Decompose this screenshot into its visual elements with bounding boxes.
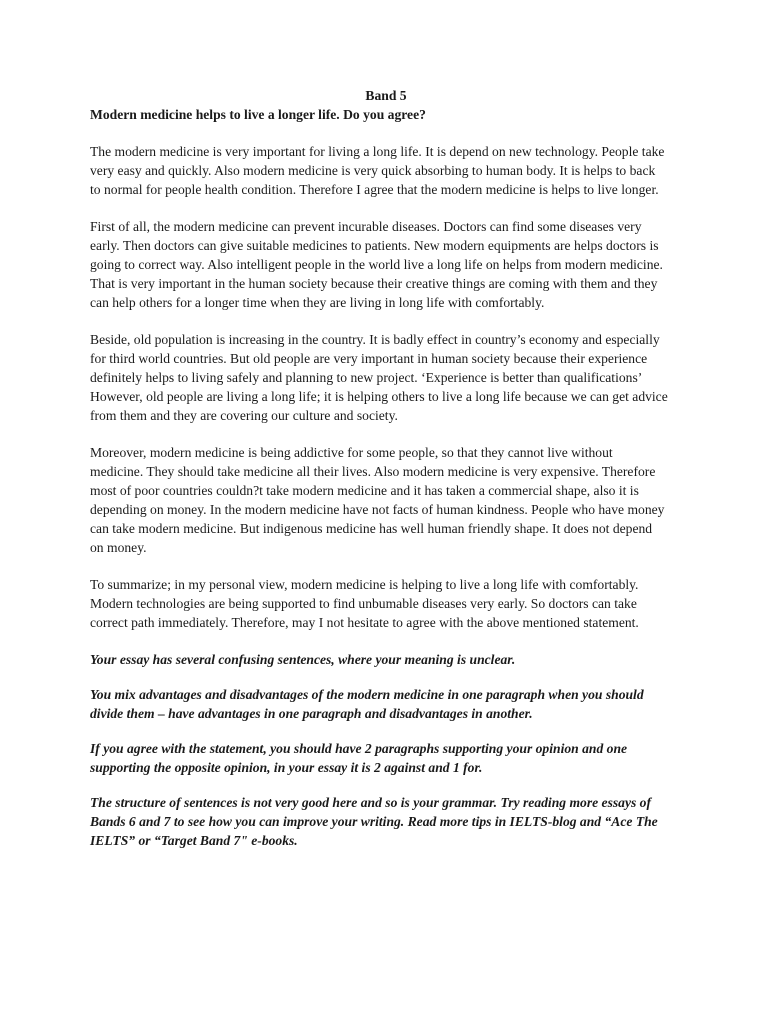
text-line: That is very important in the human society because their creative things are coming with them and they bbox=[90, 276, 658, 291]
text-line: Bands 6 and 7 to see how you can improve your writing. Read more tips in IELTS-blog and “Ace The bbox=[90, 814, 658, 829]
text-line: most of poor countries couldn?t take modern medicine and it has taken a commercial shape, also it is bbox=[90, 483, 639, 498]
document-body bbox=[90, 86, 682, 866]
text-line: going to correct way. Also intelligent people in the world live a long life on helps from modern medicine. bbox=[90, 257, 663, 272]
text-line: can help others for a longer time when they are living in long life with comfortably. bbox=[90, 295, 545, 310]
feedback-comment bbox=[90, 685, 682, 723]
band-heading: Band 5 bbox=[365, 88, 407, 103]
text-line: very easy and quickly. Also modern medicine is very quick absorbing to human body. It is helps to back bbox=[90, 163, 656, 178]
text-line: If you agree with the statement, you should have 2 paragraphs supporting your opinion and one bbox=[90, 741, 628, 756]
essay-question: Modern medicine helps to live a longer life. Do you agree? bbox=[90, 107, 426, 122]
text-line: divide them – have advantages in one paragraph and disadvantages in another. bbox=[90, 706, 533, 721]
feedback-comment bbox=[90, 793, 682, 850]
text-line: Moreover, modern medicine is being addictive for some people, so that they cannot live without bbox=[90, 445, 613, 460]
text-line: However, old people are living a long life; it is helping others to live a long life because we can get advice bbox=[90, 389, 668, 404]
text-line: for third world countries. But old people are very important in human society because their experience bbox=[90, 351, 648, 366]
essay-paragraph-moreover bbox=[90, 443, 682, 557]
essay-paragraph-first bbox=[90, 217, 682, 312]
text-line: can take modern medicine. But indigenous medicine has well human friendly shape. It does not depend bbox=[90, 521, 653, 536]
text-line: correct path immediately. Therefore, may I not hesitate to agree with the above mentioned statement. bbox=[90, 615, 639, 630]
text-line: IELTS” or “Target Band 7" e-books. bbox=[90, 833, 298, 848]
text-line: early. Then doctors can give suitable medicines to patients. New modern equipments are helps doctors is bbox=[90, 238, 659, 253]
text-line: medicine. They should take medicine all their lives. Also modern medicine is very expensive. Therefore bbox=[90, 464, 656, 479]
text-line: First of all, the modern medicine can prevent incurable diseases. Doctors can find some diseases very bbox=[90, 219, 642, 234]
text-line: The modern medicine is very important for living a long life. It is depend on new technology. People take bbox=[90, 144, 665, 159]
text-line: Modern technologies are being supported to find unbumable diseases very early. So doctors can take bbox=[90, 596, 637, 611]
essay-text bbox=[90, 142, 682, 632]
text-line: Beside, old population is increasing in the country. It is badly effect in country’s economy and especially bbox=[90, 332, 660, 347]
text-line: Your essay has several confusing sentences, where your meaning is unclear. bbox=[90, 652, 516, 667]
text-line: definitely helps to living safely and planning to new project. ‘Experience is better than qualifications’ bbox=[90, 370, 643, 385]
text-line: To summarize; in my personal view, modern medicine is helping to live a long life with comfortably. bbox=[90, 577, 639, 592]
essay-paragraph-conclusion bbox=[90, 575, 682, 632]
text-line: depending on money. In the modern medicine have not facts of human kindness. People who have money bbox=[90, 502, 665, 517]
feedback-comment bbox=[90, 650, 682, 669]
text-line: The structure of sentences is not very good here and so is your grammar. Try reading more essays of bbox=[90, 795, 651, 810]
text-line: on money. bbox=[90, 540, 147, 555]
text-line: from them and they are covering our culture and society. bbox=[90, 408, 398, 423]
text-line: to normal for people health condition. Therefore I agree that the modern medicine is helps to live longer. bbox=[90, 182, 659, 197]
feedback-comment bbox=[90, 739, 682, 777]
text-line: You mix advantages and disadvantages of the modern medicine in one paragraph when you should bbox=[90, 687, 644, 702]
text-line: supporting the opposite opinion, in your essay it is 2 against and 1 for. bbox=[90, 760, 483, 775]
essay-paragraph-intro bbox=[90, 142, 682, 199]
examiner-feedback bbox=[90, 650, 682, 850]
essay-paragraph-beside bbox=[90, 330, 682, 425]
